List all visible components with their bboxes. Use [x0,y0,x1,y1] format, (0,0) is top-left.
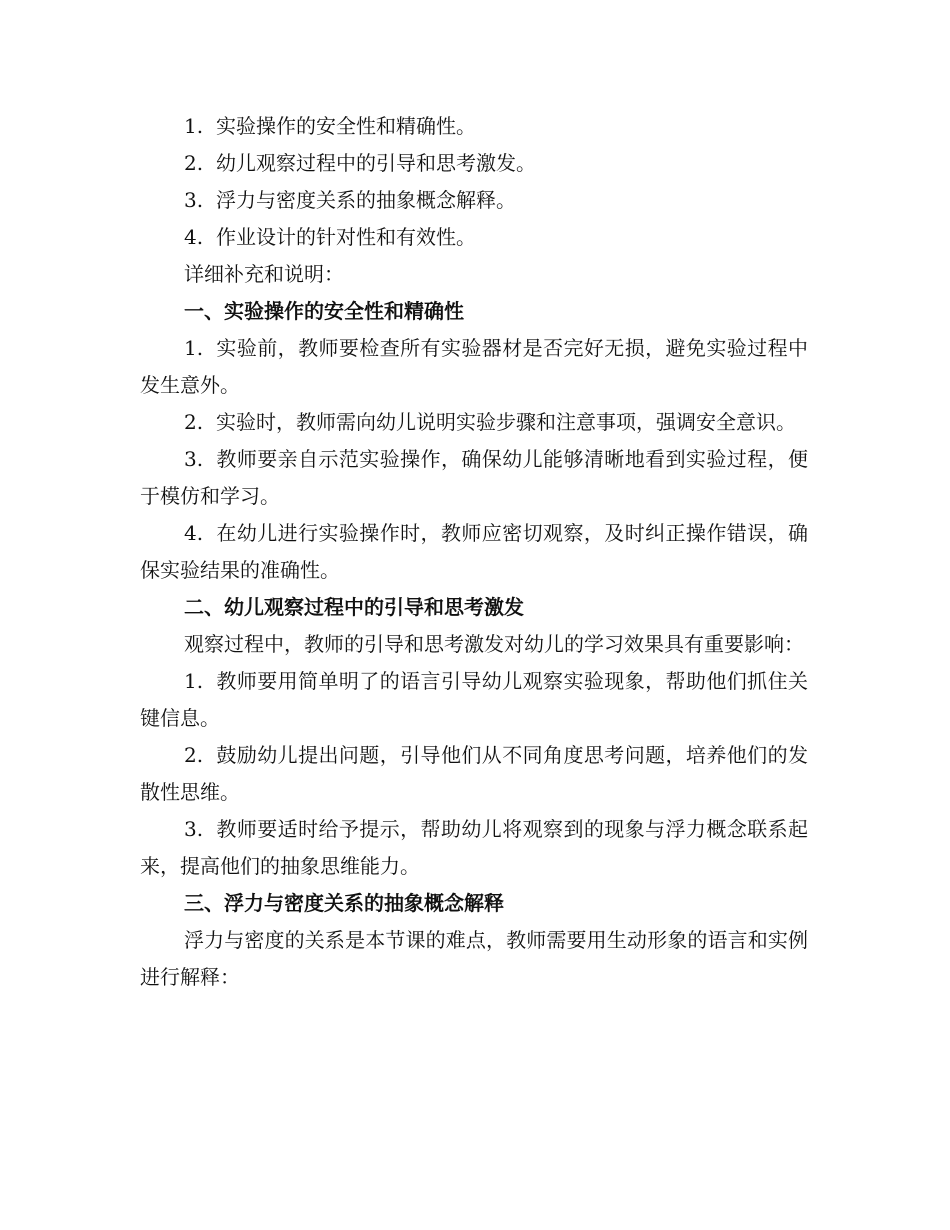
list-text: 实验时，教师需向幼儿说明实验步骤和注意事项，强调安全意识。 [216,410,796,434]
list-number: 1. [184,114,204,138]
list-number: 3. [184,817,204,841]
list-item [140,811,808,885]
section-heading-3: 三、浮力与密度关系的抽象概念解释 [184,891,504,915]
paragraph: 观察过程中，教师的引导和思考激发对幼儿的学习效果具有重要影响： [184,632,804,656]
list-item [140,330,808,404]
list-item [140,219,808,256]
list-number: 1. [184,669,204,693]
list-item [140,182,808,219]
paragraph: 详细补充和说明： [184,262,344,286]
list-number: 2. [184,743,204,767]
list-number: 4. [184,225,204,249]
list-text: 鼓励幼儿提出问题，引导他们从不同角度思考问题，培养他们的发散性思维。 [140,743,808,804]
list-item [140,737,808,811]
list-item [140,663,808,737]
list-text: 教师要用简单明了的语言引导幼儿观察实验现象，帮助他们抓住关键信息。 [140,669,808,730]
list-text: 作业设计的针对性和有效性。 [216,225,476,249]
list-item [140,108,808,145]
list-text: 实验操作的安全性和精确性。 [216,114,476,138]
section-heading-1: 一、实验操作的安全性和精确性 [184,299,464,323]
list-number: 3. [184,447,204,471]
list-text: 在幼儿进行实验操作时，教师应密切观察，及时纠正操作错误，确保实验结果的准确性。 [140,521,808,582]
section-heading-2: 二、幼儿观察过程中的引导和思考激发 [184,595,524,619]
document-body [140,108,808,996]
list-text: 教师要亲自示范实验操作，确保幼儿能够清晰地看到实验过程，便于模仿和学习。 [140,447,808,508]
list-item [140,145,808,182]
list-item [140,404,808,441]
list-number: 1. [184,336,204,360]
list-number: 2. [184,151,204,175]
paragraph: 浮力与密度的关系是本节课的难点，教师需要用生动形象的语言和实例进行解释： [140,928,808,989]
list-number: 4. [184,521,204,545]
list-number: 2. [184,410,204,434]
list-text: 幼儿观察过程中的引导和思考激发。 [216,151,536,175]
list-item [140,441,808,515]
list-text: 浮力与密度关系的抽象概念解释。 [216,188,516,212]
list-text: 教师要适时给予提示，帮助幼儿将观察到的现象与浮力概念联系起来，提高他们的抽象思维能力。 [140,817,808,878]
list-item [140,515,808,589]
list-number: 3. [184,188,204,212]
list-text: 实验前，教师要检查所有实验器材是否完好无损，避免实验过程中发生意外。 [140,336,808,397]
